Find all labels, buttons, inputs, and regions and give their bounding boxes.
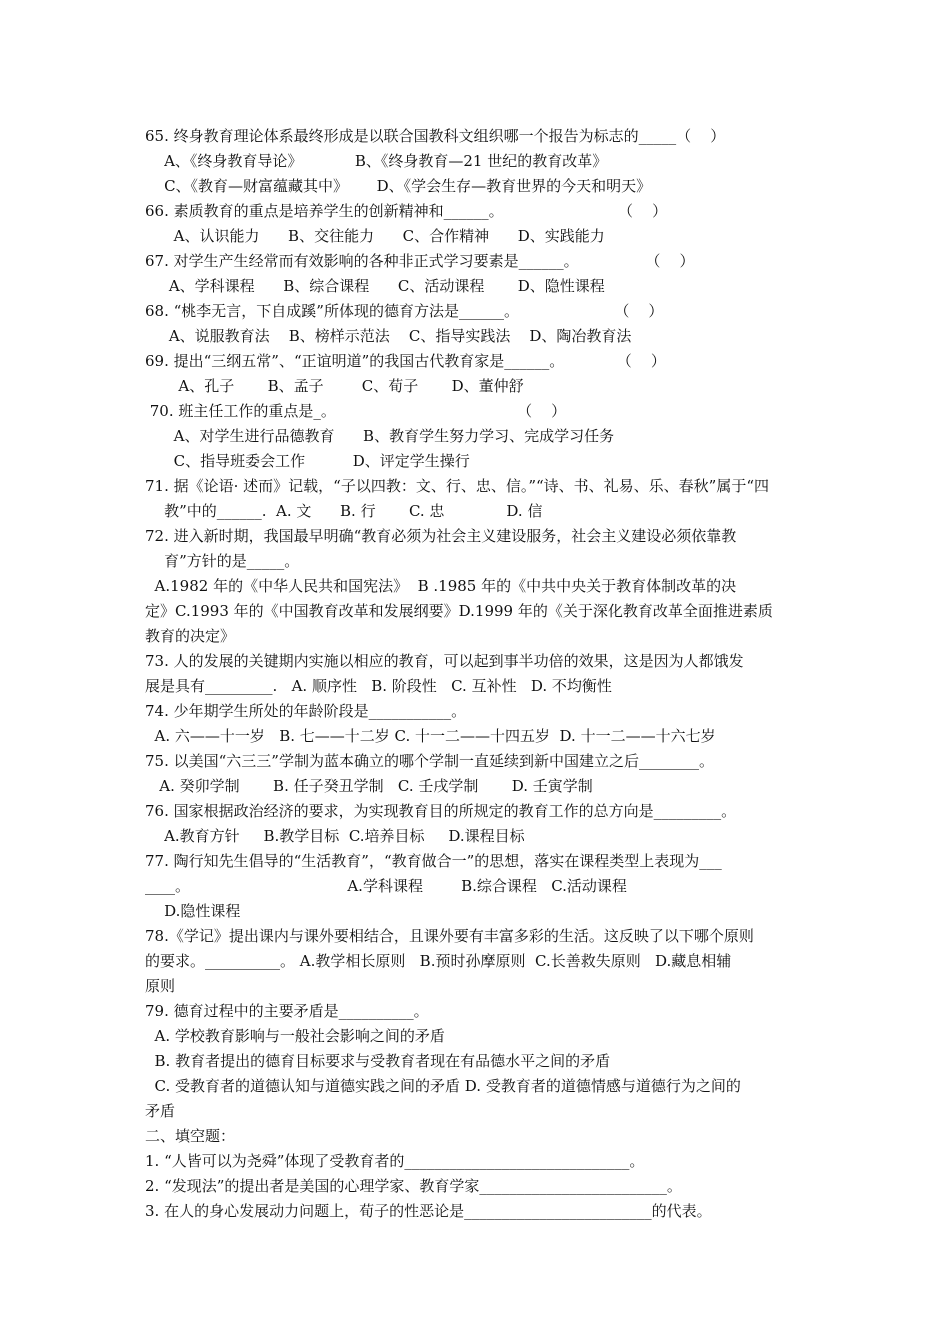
section-fill-in-heading: 二、填空题： bbox=[145, 1127, 236, 1145]
q79-option-cd: C. 受教育者的道德认知与道德实践之间的矛盾 D. 受教育者的道德情感与道德行为之间的 bbox=[145, 1077, 741, 1095]
q77-options-cont: D.隐性课程 bbox=[145, 902, 241, 920]
q79-option-a: A. 学校教育影响与一般社会影响之间的矛盾 bbox=[145, 1027, 445, 1045]
q69-options: A、孔子 B、孟子 C、荀子 D、董仲舒 bbox=[145, 377, 524, 395]
q71-options: 教”中的______. A. 文 B. 行 C. 忠 D. 信 bbox=[145, 502, 543, 520]
q73-options: 展是具有_________. A. 顺序性 B. 阶段性 C. 互补性 D. 不均衡性 bbox=[145, 677, 612, 695]
q72-options-3: 教育的决定》 bbox=[145, 627, 236, 645]
q72-options-1: A.1982 年的《中华人民共和国宪法》 B .1985 年的《中共中央关于教育体制改革的决 bbox=[145, 577, 737, 595]
q70-stem: 70. 班主任工作的重点是_。 （ ） bbox=[145, 402, 567, 420]
q67-options: A、学科课程 B、综合课程 C、活动课程 D、隐性课程 bbox=[145, 277, 605, 295]
q76-stem: 76. 国家根据政治经济的要求，为实现教育目的所规定的教育工作的总方向是_________。 bbox=[145, 802, 737, 820]
q72-options-2: 定》C.1993 年的《中国教育改革和发展纲要》D.1999 年的《关于深化教育改革全面推进素质 bbox=[145, 602, 773, 620]
q68-options: A、说服教育法 B、榜样示范法 C、指导实践法 D、陶冶教育法 bbox=[145, 327, 632, 345]
q78-options-cont: 原则 bbox=[145, 977, 176, 995]
q65-options-cd: C、《教育—财富蕴藏其中》 D、《学会生存—教育世界的今天和明天》 bbox=[145, 177, 652, 195]
q75-stem: 75. 以美国“六三三”学制为蓝本确立的哪个学制一直延续到新中国建立之后________。 bbox=[145, 752, 714, 770]
q65-stem: 65. 终身教育理论体系最终形成是以联合国教科文组织哪一个报告为标志的_____（ ） bbox=[145, 127, 726, 145]
q65-options-ab: A、《终身教育导论》 B、《终身教育—21 世纪的教育改革》 bbox=[145, 152, 608, 170]
q79-option-cd-cont: 矛盾 bbox=[145, 1102, 176, 1120]
q72-stem: 72. 进入新时期，我国最早明确“教育必须为社会主义建设服务，社会主义建设必须依靠教 bbox=[145, 527, 737, 545]
fill-in-q3: 3. 在人的身心发展动力问题上，荀子的性恶论是_________________________的代表。 bbox=[145, 1202, 712, 1220]
q71-stem: 71. 据《论语· 述而》记载，“子以四教：文、行、忠、信。”“诗、书、礼易、乐、春秋”属于“四 bbox=[145, 477, 770, 495]
q66-stem: 66. 素质教育的重点是培养学生的创新精神和______。 （ ） bbox=[145, 202, 668, 220]
q79-stem: 79. 德育过程中的主要矛盾是__________。 bbox=[145, 1002, 429, 1020]
q69-stem: 69. 提出“三纲五常”、“正谊明道”的我国古代教育家是______。 （ ） bbox=[145, 352, 666, 370]
q78-options: 的要求。__________。 A.教学相长原则 B.预时孙摩原则 C.长善救失原则 D.藏息相辅 bbox=[145, 952, 732, 970]
q75-options: A. 癸卯学制 B. 任子癸丑学制 C. 壬戌学制 D. 壬寅学制 bbox=[145, 777, 593, 795]
q74-stem: 74. 少年期学生所处的年龄阶段是___________。 bbox=[145, 702, 467, 720]
q76-options: A.教育方针 B.教学目标 C.培养目标 D.课程目标 bbox=[145, 827, 525, 845]
q67-stem: 67. 对学生产生经常而有效影响的各种非正式学习要素是______。 （ ） bbox=[145, 252, 695, 270]
q70-options-cd: C、指导班委会工作 D、评定学生操行 bbox=[145, 452, 470, 470]
q77-options: ____。 A.学科课程 B.综合课程 C.活动课程 bbox=[145, 877, 627, 895]
q77-stem: 77. 陶行知先生倡导的“生活教育”，“教育做合一”的思想，落实在课程类型上表现为___ bbox=[145, 852, 722, 870]
q78-stem: 78.《学记》提出课内与课外要相结合，且课外要有丰富多彩的生活。这反映了以下哪个原则 bbox=[145, 927, 754, 945]
q73-stem: 73. 人的发展的关键期内实施以相应的教育，可以起到事半功倍的效果，这是因为人都饿发 bbox=[145, 652, 744, 670]
q66-options: A、认识能力 B、交往能力 C、合作精神 D、实践能力 bbox=[145, 227, 605, 245]
fill-in-q1: 1. “人皆可以为尧舜”体现了受教育者的______________________________。 bbox=[145, 1152, 645, 1170]
q68-stem: 68. “桃李无言，下自成蹊”所体现的德育方法是______。 （ ） bbox=[145, 302, 664, 320]
q79-option-b: B. 教育者提出的德育目标要求与受教育者现在有品德水平之间的矛盾 bbox=[145, 1052, 611, 1070]
fill-in-q2: 2. “发现法”的提出者是美国的心理学家、教育学家_________________________。 bbox=[145, 1177, 682, 1195]
q74-options: A. 六——十一岁 B. 七——十二岁 C. 十一二——十四五岁 D. 十一二——十六七岁 bbox=[145, 727, 716, 745]
q72-stem-cont: 育”方针的是_____。 bbox=[145, 552, 300, 570]
q70-options-ab: A、对学生进行品德教育 B、教育学生努力学习、完成学习任务 bbox=[145, 427, 615, 445]
